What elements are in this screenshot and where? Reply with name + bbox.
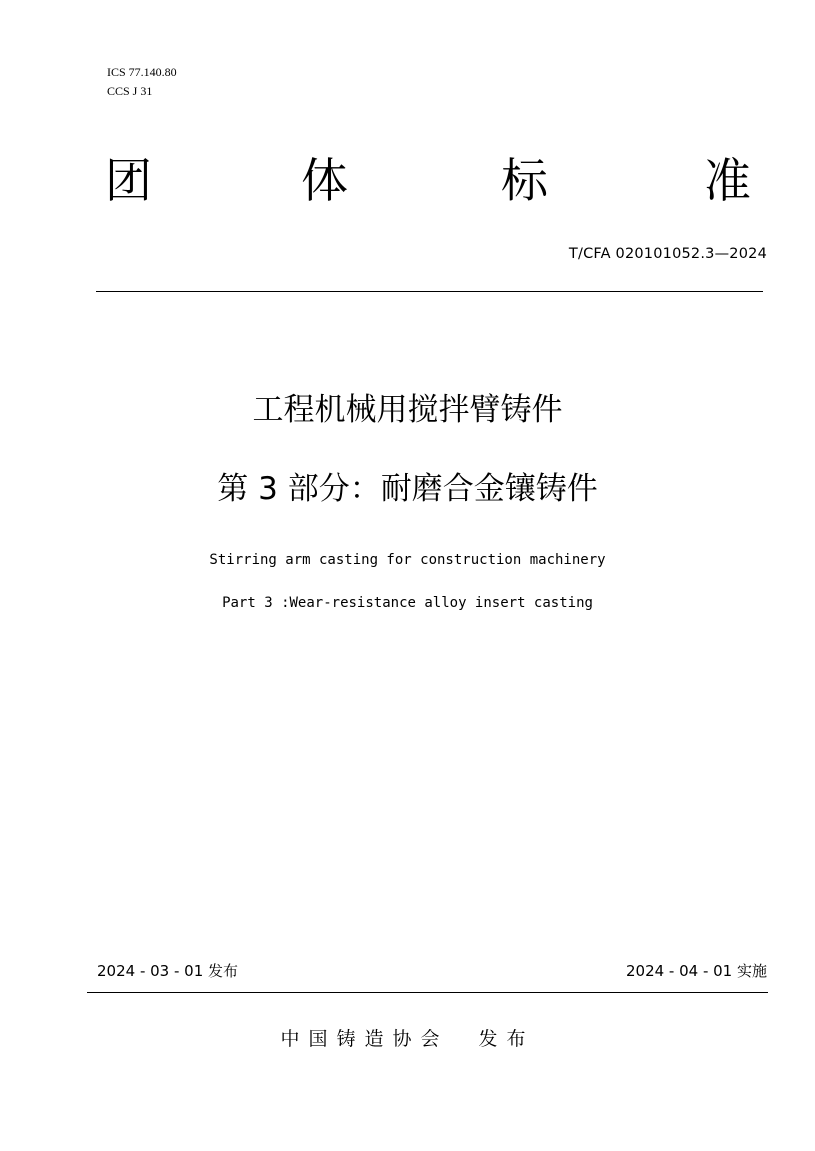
footer-divider [87,992,768,993]
publisher: 中国铸造协会 发布 [280,1028,535,1050]
chinese-title-line-1: 工程机械用搅拌臂铸件 [252,392,563,428]
implementation-date: 2024 - 04 - 01 实施 [625,962,767,980]
standard-type-char-2: 体 [301,154,348,209]
ccs-code: CCS J 31 [107,84,153,98]
standard-type-char-1: 团 [105,154,152,209]
standard-type-char-4: 准 [704,154,751,209]
header-divider [96,291,763,292]
english-title-line-2: Part 3 :Wear-resistance alloy insert casting [222,595,593,611]
standard-type-char-3: 标 [501,154,548,209]
english-title-line-1: Stirring arm casting for construction machinery [209,552,606,568]
release-date: 2024 - 03 - 01 发布 [97,962,239,980]
standard-number: T/CFA 020101052.3—2024 [568,246,767,262]
classification-codes [107,63,177,101]
chinese-title-line-2: 第 3 部分：耐磨合金镶铸件 [217,471,598,507]
standard-type-heading [0,152,815,212]
ics-code: ICS 77.140.80 [107,65,177,79]
